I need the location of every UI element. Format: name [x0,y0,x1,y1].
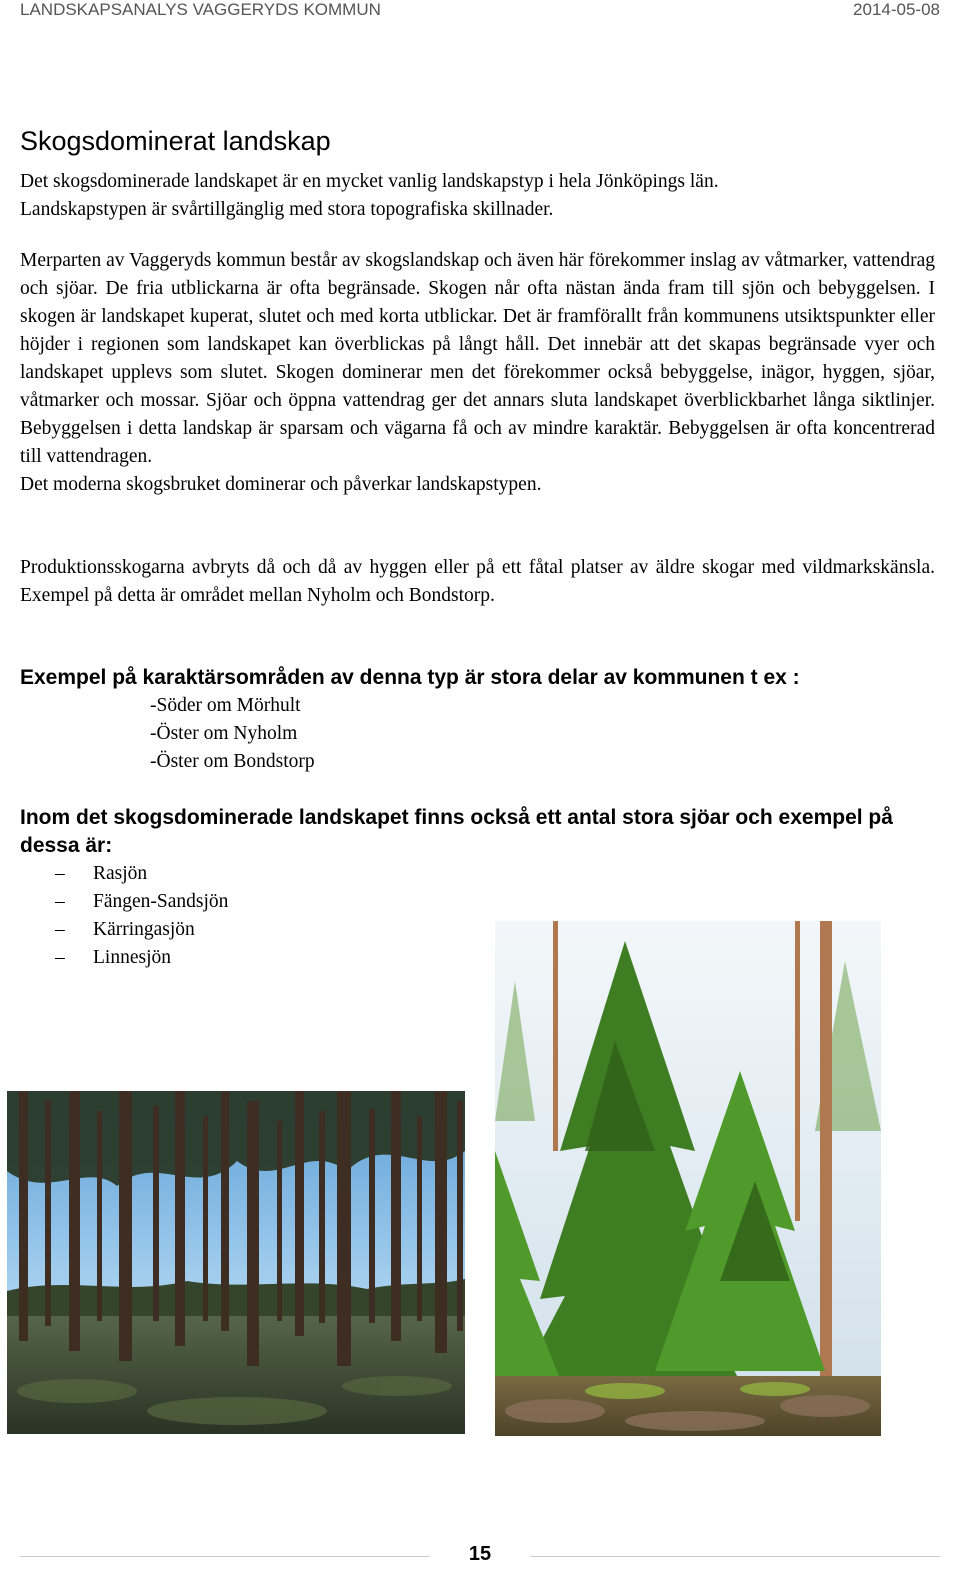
header-title: LANDSKAPSANALYS VAGGERYDS KOMMUN [20,0,381,19]
dash-bullet: – [55,891,65,912]
pine-forest-illustration [7,1091,465,1434]
page-number: 15 [468,1543,492,1565]
lakes-heading: Inom det skogsdominerade landskapet finns också ett antal stora sjöar och exempel på dessa är: [20,806,893,857]
dash-bullet: – [55,919,65,940]
spruce-forest-illustration [495,921,881,1436]
examples-list [150,692,315,776]
intro-text [20,168,935,224]
examples-heading: Exempel på karaktärsområden av denna typ är stora delar av kommunen t ex : [20,666,800,689]
paragraph-production-forest: Produktionsskogarna avbryts då och då av hyggen eller på ett fåtal platser av äldre skogar med vildmarkskänsla. Exempel på detta är området mellan Nyholm och Bondstorp. [20,557,935,606]
lake-name: Kärringasjön [93,919,195,940]
lakes-list [55,860,228,972]
dash-bullet: – [55,863,65,884]
paragraph-landscape [20,247,935,499]
section-title: Skogsdominerat landskap [20,126,331,156]
lake-item [55,944,228,972]
examples-item: -Öster om Bondstorp [150,751,315,772]
footer-rule-left [20,1556,430,1557]
lake-name: Rasjön [93,863,148,884]
paragraph-last-line: Det moderna skogsbruket dominerar och påverkar landskapstypen. [20,474,542,495]
intro-line: Landskapstypen är svårtillgänglig med stora topografiska skillnader. [20,199,554,220]
spruce-forest-photo [495,921,881,1436]
lake-item [55,916,228,944]
paragraph-body: Merparten av Vaggeryds kommun består av skogslandskap och även här förekommer inslag av våtmarker, vattendrag och sjöar. De fria utblickarna är ofta begränsade. Skogen når ofta nästan ända fram till sjön och bebyggelsen. I skogen är landskapet kuperat, slutet och med korta utblickar. Det är framförallt från kommunens utsiktspunkter eller höjder i regionen som landskapet kan överblickas på långt håll. Det innebär att det skapas begränsade vyer och landskapet upplevs som slutet. Skogen dominerar men det förekommer också bebyggelse, inägor, hyggen, sjöar, våtmarker och mossar. Sjöar och öppna vattendrag ger det annars sluta landskapet överblickbarhet långa siktlinjer. Bebyggelsen i detta landskap är sparsam och vägarna få och av mindre karaktär. Bebyggelsen är ofta koncentrerad till vattendragen. [20,250,935,467]
footer-rule-right [530,1556,940,1557]
lake-name: Linnesjön [93,947,171,968]
lake-item [55,888,228,916]
examples-item: -Söder om Mörhult [150,695,301,716]
page-header [20,0,940,22]
header-date: 2014-05-08 [853,0,940,19]
examples-item: -Öster om Nyholm [150,723,298,744]
dash-bullet: – [55,947,65,968]
lake-name: Fängen-Sandsjön [93,891,229,912]
pine-forest-photo [7,1091,465,1434]
intro-line: Det skogsdominerade landskapet är en mycket vanlig landskapstyp i hela Jönköpings län. [20,171,719,192]
lake-item [55,860,228,888]
